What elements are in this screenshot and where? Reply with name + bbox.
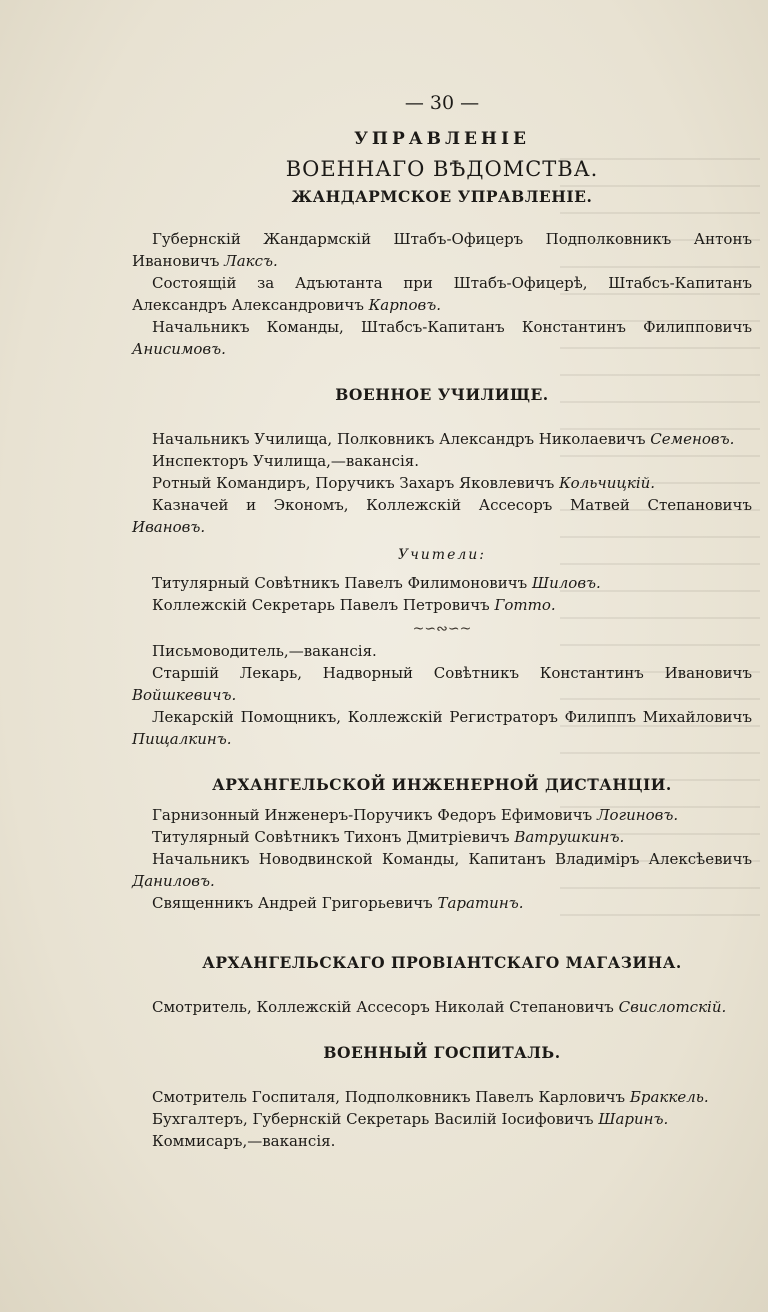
list-item: Письмоводитель,—вакансія.: [152, 642, 377, 660]
hospital-title: ВОЕННЫЙ ГОСПИТАЛЬ.: [323, 1043, 561, 1062]
list-item: Старшій Лекарь, Надворный Совѣтникъ Константинъ Ивановичъ Войшкевичъ.: [132, 664, 752, 704]
list-item: Губернскій Жандармскій Штабъ-Офицеръ Подполковникъ Антонъ Ивановичъ Лаксъ.: [132, 230, 752, 270]
list-item: Титулярный Совѣтникъ Павелъ Филимоновичъ Шиловъ.: [152, 574, 601, 592]
surname: Таратинъ.: [437, 894, 524, 912]
surname: Анисимовъ.: [132, 340, 226, 358]
surname: Войшкевичъ.: [132, 686, 237, 704]
engineering-title: АРХАНГЕЛЬСКОЙ ИНЖЕНЕРНОЙ ДИСТАНЦІИ.: [212, 775, 672, 794]
list-item: Состоящій за Адъютанта при Штабъ-Офицерѣ, Штабсъ-Капитанъ Александръ Александровичъ Карповъ.: [132, 274, 752, 314]
list-item: Титулярный Совѣтникъ Тихонъ Дмитріевичъ Ватрушкинъ.: [152, 828, 625, 846]
surname: Логиновъ.: [596, 806, 679, 824]
teachers-heading: Учители:: [397, 547, 487, 563]
school-other-list: [132, 640, 752, 750]
list-item: Начальникъ Училища, Полковникъ Александръ Николаевичъ Семеновъ.: [152, 430, 735, 448]
list-item: Смотритель Госпиталя, Подполковникъ Павелъ Карловичъ Браккель.: [152, 1088, 709, 1106]
subtitle: ВОЕННАГО ВѢДОМСТВА.: [285, 157, 599, 181]
list-item: Начальникъ Команды, Штабсъ-Капитанъ Константинъ Филипповичъ Анисимовъ.: [132, 318, 752, 358]
surname: Ватрушкинъ.: [514, 828, 625, 846]
hospital-list: [132, 1086, 752, 1152]
surname: Готто.: [494, 596, 556, 614]
engineering-list: [132, 804, 752, 914]
surname: Кольчицкій.: [559, 474, 656, 492]
list-item: Священникъ Андрей Григорьевичъ Таратинъ.: [152, 894, 524, 912]
gendarme-title: ЖАНДАРМСКОЕ УПРАВЛЕНІЕ.: [291, 187, 593, 206]
list-item: Лекарскій Помощникъ, Коллежскій Регистраторъ Филиппъ Михайловичъ Пищалкинъ.: [132, 708, 752, 748]
teachers-list: [132, 572, 752, 616]
surname: Семеновъ.: [650, 430, 735, 448]
list-item: Казначей и Экономъ, Коллежскій Ассесоръ Матвей Степановичъ Ивановъ.: [132, 496, 752, 536]
surname: Шаринъ.: [598, 1110, 669, 1128]
surname: Свислотскій.: [618, 998, 727, 1016]
list-item: Коммисаръ,—вакансія.: [152, 1132, 336, 1150]
list-item: Коллежскій Секретарь Павелъ Петровичъ Готто.: [152, 596, 556, 614]
list-item: Гарнизонный Инженеръ-Поручикъ Федоръ Ефимовичъ Логиновъ.: [152, 806, 679, 824]
surname: Шиловъ.: [531, 574, 601, 592]
surname: Карповъ.: [368, 296, 441, 314]
school-title: ВОЕННОЕ УЧИЛИЩЕ.: [335, 385, 549, 404]
ornament-divider: ~∽∾∽~: [412, 621, 472, 637]
gendarme-list: [132, 228, 752, 360]
main-title: УПРАВЛЕНІЕ: [354, 129, 530, 149]
surname: Ивановъ.: [132, 518, 206, 536]
list-item: Бухгалтеръ, Губернскій Секретарь Василій Іосифовичъ Шаринъ.: [152, 1110, 669, 1128]
list-item: Ротный Командиръ, Поручикъ Захаръ Яковлевичъ Кольчицкій.: [152, 474, 656, 492]
provision-title: АРХАНГЕЛЬСКАГО ПРОВІАНТСКАГО МАГАЗИНА.: [202, 953, 682, 972]
provision-list: [132, 996, 752, 1018]
list-item: Инспекторъ Училища,—вакансія.: [152, 452, 420, 470]
surname: Пищалкинъ.: [132, 730, 232, 748]
list-item: Смотритель, Коллежскій Ассесоръ Николай Степановичъ Свислотскій.: [152, 998, 727, 1016]
page-number: — 30 —: [404, 92, 480, 114]
surname: Даниловъ.: [132, 872, 215, 890]
document-body: [132, 92, 752, 1152]
surname: Браккель.: [629, 1088, 709, 1106]
list-item: Начальникъ Новодвинской Команды, Капитанъ Владиміръ Алексѣевичъ Даниловъ.: [132, 850, 752, 890]
surname: Лаксъ.: [224, 252, 278, 270]
school-list: [132, 428, 752, 538]
